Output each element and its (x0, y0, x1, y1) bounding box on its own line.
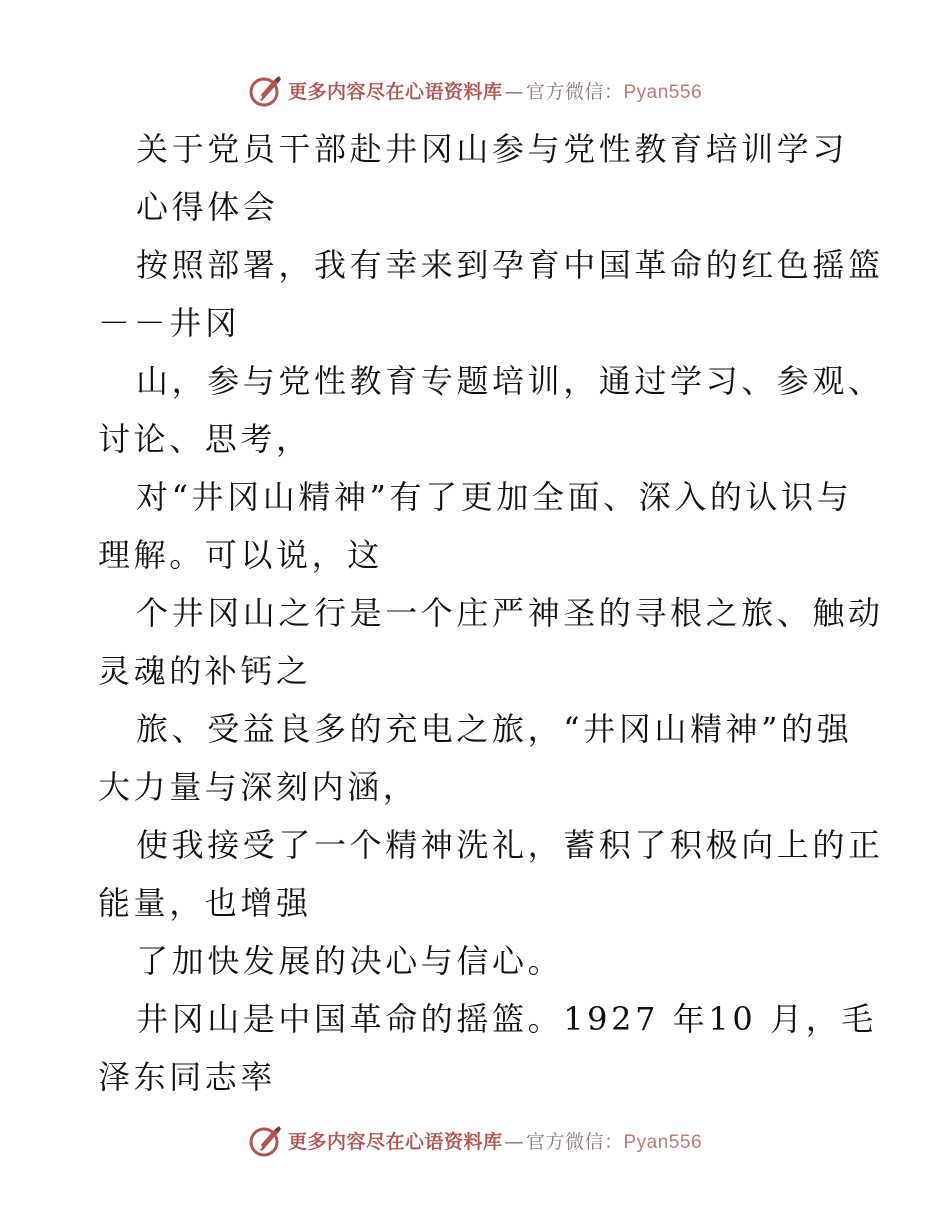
text-line: 泽东同志率 (98, 1058, 277, 1096)
text-line: 山，参与党性教育专题培训，通过学习、参观、 (136, 362, 884, 400)
watermark-text (288, 77, 702, 104)
text-line: 理解。可以说，这 (98, 536, 383, 574)
watermark-main: 更多内容尽在心语资料库 (287, 1130, 503, 1153)
text-line: 能量，也增强 (98, 884, 312, 922)
pen-logo-icon (248, 72, 284, 108)
watermark-id: Pyan556 (623, 1131, 703, 1153)
text-line: 心得体会 (136, 188, 279, 226)
text-line: 关于党员干部赴井冈山参与党性教育培训学习 (136, 130, 849, 168)
text-line: 灵魂的补钙之 (98, 652, 312, 690)
text-line: 讨论、思考， (98, 420, 312, 458)
text-line: 使我接受了一个精神洗礼，蓄积了积极向上的正 (136, 826, 884, 864)
text-line: －－井冈 (98, 304, 241, 342)
watermark-dash: — (504, 80, 524, 103)
text-line: 大力量与深刻内涵， (98, 768, 419, 806)
watermark-dash: — (504, 1130, 524, 1153)
text-line: 个井冈山之行是一个庄严神圣的寻根之旅、触动 (136, 594, 884, 632)
pen-logo-icon (248, 1122, 284, 1158)
document-body (0, 120, 950, 1106)
text-line: 对“井冈山精神”有了更加全面、深入的认识与 (136, 478, 853, 516)
watermark-main: 更多内容尽在心语资料库 (287, 80, 503, 103)
watermark-sub: 官方微信： (525, 1130, 624, 1153)
text-line: 井冈山是中国革命的摇篮。1927 年10 月，毛 (136, 1000, 877, 1038)
text-line: 旅、受益良多的充电之旅，“井冈山精神”的强 (136, 710, 853, 748)
watermark-text (288, 1127, 702, 1154)
watermark-id: Pyan556 (623, 81, 703, 103)
text-line: 了加快发展的决心与信心。 (136, 942, 564, 980)
watermark-sub: 官方微信： (525, 80, 624, 103)
footer-watermark (0, 1118, 950, 1162)
header-watermark (0, 68, 950, 112)
text-line: 按照部署，我有幸来到孕育中国革命的红色摇篮 (136, 246, 884, 284)
